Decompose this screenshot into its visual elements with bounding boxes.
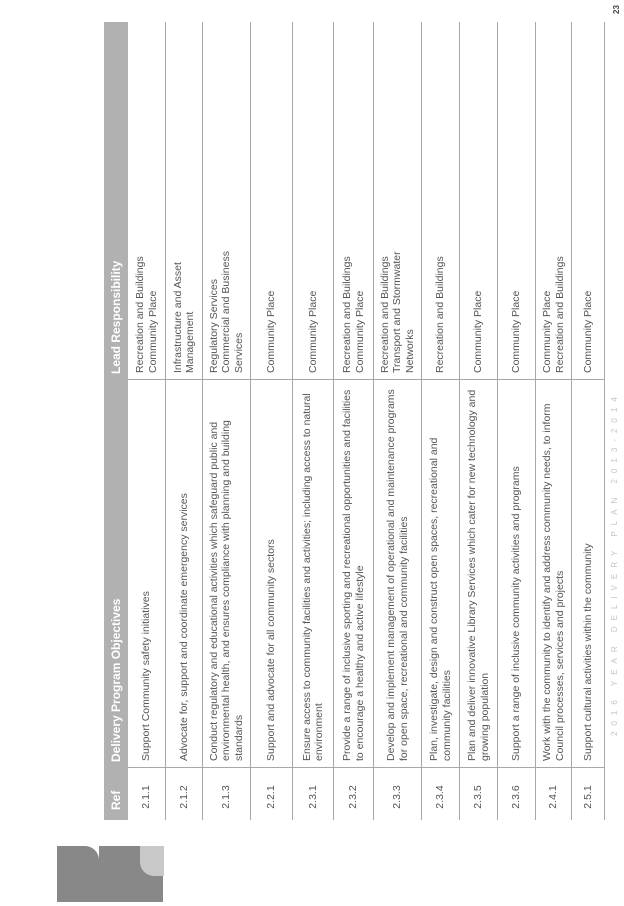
row-objective: Support and advocate for all community sectors xyxy=(265,539,278,761)
table-row xyxy=(460,22,498,820)
row-ref: 2.1.1 xyxy=(140,785,153,809)
delivery-program-table xyxy=(104,22,605,820)
decorative-square-dark xyxy=(57,846,99,902)
table-row xyxy=(166,22,203,820)
row-ref: 2.1.3 xyxy=(220,785,233,809)
row-lead: Community Place xyxy=(510,290,523,373)
row-ref: 2.1.2 xyxy=(177,785,190,809)
row-objective: Plan and deliver innovative Library Services which cater for new technology and growing population xyxy=(466,389,491,761)
decorative-square-light xyxy=(140,846,164,876)
table-row xyxy=(498,22,536,820)
row-objective: Support a range of inclusive community activities and programs xyxy=(510,466,523,761)
row-lead: Regulatory Services Commercial and Business Services xyxy=(207,251,245,373)
row-lead: Recreation and Buildings Community Place xyxy=(341,256,366,373)
table-row xyxy=(374,22,422,820)
page-number: 23 xyxy=(612,5,621,14)
table-row xyxy=(293,22,334,820)
row-objective: Support cultural activities within the community xyxy=(581,543,594,761)
row-lead: Community Place xyxy=(581,290,594,373)
row-ref: 2.3.6 xyxy=(510,785,523,809)
row-objective: Develop and implement management of operational and maintenance programs for open space, recreational and community facilities xyxy=(385,389,410,761)
row-lead: Community Place xyxy=(265,290,278,373)
row-objective: Support Community safety initiatives xyxy=(140,591,153,761)
row-ref: 2.4.1 xyxy=(547,785,560,809)
row-objective: Advocate for, support and coordinate emergency services xyxy=(177,493,190,761)
row-lead: Community Place Recreation and Buildings xyxy=(541,256,566,373)
header-objectives: Delivery Program Objectives xyxy=(109,598,123,762)
row-lead: Community Place xyxy=(472,290,485,373)
table-row xyxy=(203,22,251,820)
header-ref: Ref xyxy=(109,790,123,810)
decorative-gap xyxy=(57,828,99,846)
table-header xyxy=(104,22,128,820)
table-row xyxy=(422,22,460,820)
row-objective: Conduct regulatory and educational activities which safeguard public and environmental health, and ensures compliance with planning and building standards xyxy=(207,420,245,761)
table-row xyxy=(334,22,374,820)
row-ref: 2.3.2 xyxy=(347,785,360,809)
footer-text: 2016 YEAR DELIVERY PLAN 2013-2014 xyxy=(610,391,619,736)
row-ref: 2.3.1 xyxy=(306,785,319,809)
row-ref: 2.3.5 xyxy=(472,785,485,809)
row-lead: Infrastructure and Asset Management xyxy=(171,262,196,373)
table-row xyxy=(128,22,166,820)
row-objective: Plan, investigate, design and construct open spaces, recreational and community facilities xyxy=(428,437,453,761)
row-ref: 2.3.4 xyxy=(434,785,447,809)
row-objective: Ensure access to community facilities and activities; including access to natural environment xyxy=(300,393,325,761)
row-lead: Recreation and Buildings xyxy=(434,256,447,373)
table-row xyxy=(251,22,293,820)
row-lead: Recreation and Buildings Community Place xyxy=(134,256,159,373)
row-ref: 2.3.3 xyxy=(391,785,404,809)
table-row xyxy=(536,22,572,820)
header-lead-responsibility: Lead Responsibility xyxy=(109,260,123,374)
table-row xyxy=(572,22,605,820)
row-lead: Recreation and Buildings Transport and Stormwater Networks xyxy=(378,251,416,373)
row-objective: Work with the community to identify and address community needs, to inform Council processes, services and projects xyxy=(541,403,566,761)
row-objective: Provide a range of inclusive sporting and recreational opportunities and facilities to encourage a healthy and active lifestyle xyxy=(341,389,366,761)
row-ref: 2.5.1 xyxy=(581,785,594,809)
row-ref: 2.2.1 xyxy=(265,785,278,809)
row-lead: Community Place xyxy=(306,290,319,373)
